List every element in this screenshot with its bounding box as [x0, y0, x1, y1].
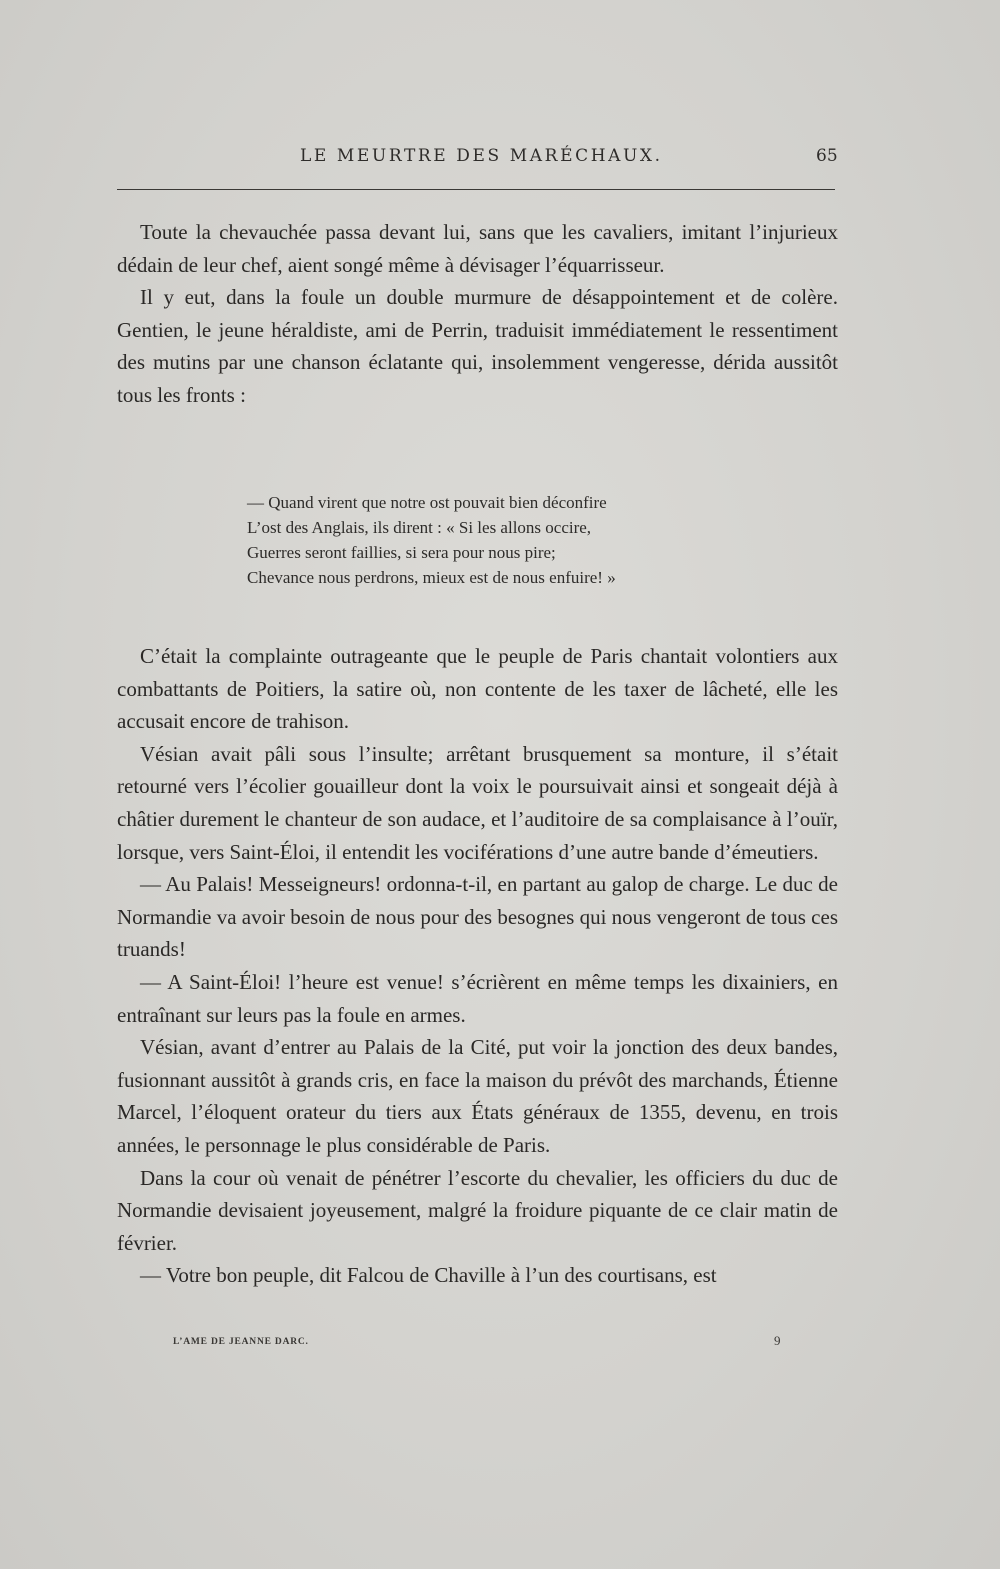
poem-line: Chevance nous perdrons, mieux est de nous enfuire! » [247, 568, 616, 587]
signature-number: 9 [774, 1333, 781, 1348]
paragraph: Toute la chevauchée passa devant lui, sans que les cavaliers, imitant l’injurieux dédain de leur chef, aient songé même à dévisager l’équarrisseur. [117, 220, 838, 277]
poem-quotation [247, 490, 616, 590]
paragraph: Vésian, avant d’entrer au Palais de la Cité, put voir la jonction des deux bandes, fusionnant aussitôt à grands cris, en face la maison du prévôt des marchands, Étienne Marcel, l’éloquent orateur du tiers aux États généraux de 1355, devenu, en trois années, le personnage le plus considérable de Paris. [117, 1035, 838, 1157]
paragraph: Dans la cour où venait de pénétrer l’escorte du chevalier, les officiers du duc de Normandie devisaient joyeusement, malgré la froidure piquante de ce clair matin de février. [117, 1165, 838, 1255]
text-block-top [117, 216, 838, 412]
running-title: LE MEURTRE DES MARÉCHAUX. [300, 146, 663, 166]
signature-mark: L’AME DE JEANNE DARC. [173, 1337, 309, 1347]
poem-line: Guerres seront faillies, si sera pour nous pire; [247, 543, 556, 562]
poem-line: — Quand virent que notre ost pouvait bien déconfire [247, 493, 607, 512]
paragraph: — A Saint-Éloi! l’heure est venue! s’écrièrent en même temps les dixainiers, en entraînant sur leurs pas la foule en armes. [117, 969, 838, 1027]
paragraph: — Votre bon peuple, dit Falcou de Chaville à l’un des courtisans, est [140, 1263, 717, 1288]
paragraph: C’était la complainte outrageante que le peuple de Paris chantait volontiers aux combattants de Poitiers, la satire où, non contente de les taxer de lâcheté, elle les accusait encore de trahison. [117, 644, 838, 734]
paragraph: — Au Palais! Messeigneurs! ordonna-t-il, en partant au galop de charge. Le duc de Normandie va avoir besoin de nous pour des besognes qui nous vengeront de tous ces truands! [117, 872, 838, 962]
text-block-bottom [117, 640, 838, 1292]
paragraph: Il y eut, dans la foule un double murmure de désappointement et de colère. Gentien, le jeune héraldiste, ami de Perrin, traduisit immédiatement le ressentiment des mutins par une chanson éclatante qui, insolemment vengeresse, dérida aussitôt tous les fronts : [117, 285, 838, 407]
paragraph: Vésian avait pâli sous l’insulte; arrêtant brusquement sa monture, il s’était retourné vers l’écolier gouailleur dont la voix le poursuivait ainsi et songeait déjà à châtier durement le chanteur de son audace, et l’auditoire de sa complaisance à l’ouïr, lorsque, vers Saint-Éloi, il entendit les vociférations d’une autre bande d’émeutiers. [117, 741, 838, 864]
poem-line: L’ost des Anglais, ils dirent : « Si les allons occire, [247, 518, 592, 537]
page-number: 65 [816, 146, 838, 166]
header-rule [117, 189, 835, 190]
